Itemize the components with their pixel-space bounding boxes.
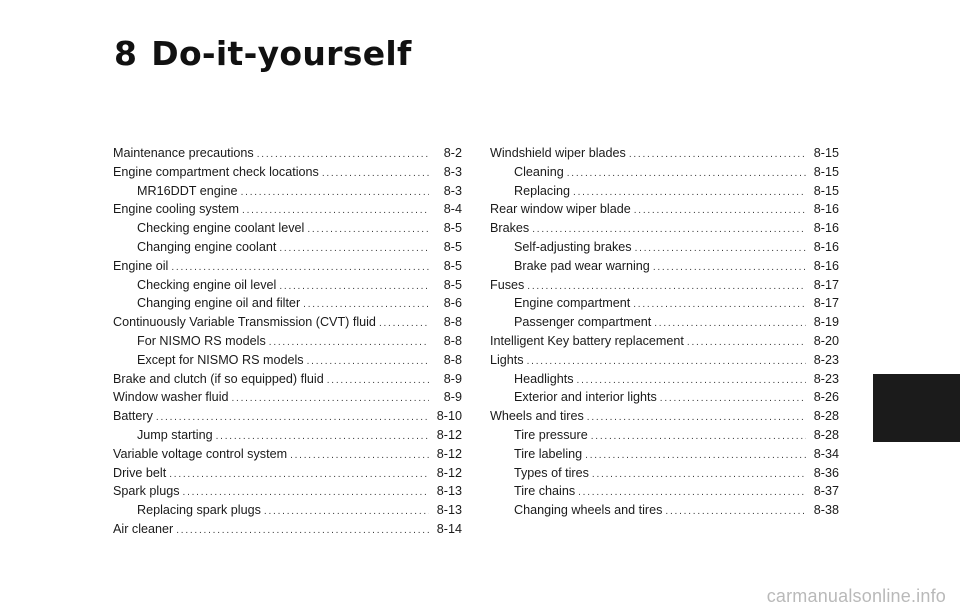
- toc-entry-title: Drive belt: [113, 465, 167, 480]
- toc-entry[interactable]: [113, 182, 462, 201]
- toc-entry[interactable]: [490, 276, 839, 295]
- toc-dot-leader: [591, 428, 806, 445]
- toc-entry-page: 8-9: [443, 390, 462, 405]
- toc-dot-leader: [633, 296, 806, 313]
- toc-dot-leader: [169, 466, 429, 483]
- toc-dot-leader: [635, 240, 806, 257]
- toc-entry[interactable]: [113, 445, 462, 464]
- toc-entry-title: Variable voltage control system: [113, 446, 288, 461]
- toc-entry[interactable]: [113, 388, 462, 407]
- toc-entry[interactable]: [113, 276, 462, 295]
- toc-entry-title: Windshield wiper blades: [490, 146, 626, 160]
- toc-entry-page: 8-4: [443, 202, 462, 217]
- toc-dot-leader: [532, 221, 806, 238]
- toc-entry-title: Replacing: [514, 183, 571, 198]
- toc-entry[interactable]: [490, 219, 839, 238]
- toc-entry-title: Air cleaner: [113, 521, 174, 536]
- toc-entry-title: Checking engine oil level: [137, 277, 277, 292]
- toc-entry-page: 8-5: [443, 239, 462, 254]
- toc-dot-leader: [176, 522, 429, 539]
- toc-dot-leader: [653, 259, 806, 276]
- toc-entry-title: Checking engine coolant level: [137, 221, 305, 236]
- toc-entry-title: For NISMO RS models: [137, 333, 266, 348]
- toc-entry-title: Brake pad wear warning: [514, 258, 650, 273]
- toc-entry[interactable]: [113, 313, 462, 332]
- toc-entry-page: 8-16: [813, 239, 839, 254]
- toc-dot-leader: [307, 353, 429, 370]
- toc-dot-leader: [592, 466, 806, 483]
- toc-entry-title: Changing engine oil and filter: [137, 296, 301, 311]
- toc-entry-title: Tire chains: [514, 484, 576, 499]
- watermark: carmanualsonline.info: [766, 586, 946, 606]
- toc-entry[interactable]: [490, 426, 839, 445]
- toc-entry-title: Engine compartment: [514, 296, 631, 311]
- toc-dot-leader: [264, 503, 429, 520]
- toc-entry[interactable]: [113, 501, 462, 520]
- toc-entry[interactable]: [490, 370, 839, 389]
- chapter-title: [114, 34, 412, 73]
- toc-entry[interactable]: [113, 407, 462, 426]
- toc-entry-title: Cleaning: [514, 164, 564, 179]
- toc-dot-leader: [573, 184, 806, 201]
- toc-dot-leader: [279, 278, 429, 295]
- toc-entry-page: 8-38: [813, 503, 839, 518]
- toc-dot-leader: [303, 296, 429, 313]
- toc-entry[interactable]: [113, 219, 462, 238]
- toc-dot-leader: [242, 202, 429, 219]
- toc-entry-page: 8-23: [813, 371, 839, 386]
- toc-dot-leader: [156, 409, 429, 426]
- toc-entry-title: Engine cooling system: [113, 202, 240, 217]
- toc-entry-page: 8-8: [443, 315, 462, 330]
- toc-entry-page: 8-17: [813, 296, 839, 311]
- toc-dot-leader: [269, 334, 429, 351]
- toc-entry-page: 8-28: [813, 409, 839, 424]
- toc-dot-leader: [527, 353, 806, 370]
- toc-dot-leader: [307, 221, 429, 238]
- toc-entry[interactable]: [490, 388, 839, 407]
- toc-entry[interactable]: [490, 257, 839, 276]
- toc-entry[interactable]: [490, 238, 839, 257]
- toc-entry[interactable]: [490, 351, 839, 370]
- toc-entry-page: 8-8: [443, 333, 462, 348]
- toc-entry[interactable]: [113, 163, 462, 182]
- chapter-number: 8: [114, 34, 138, 73]
- toc-entry[interactable]: [490, 332, 839, 351]
- toc-dot-leader: [279, 240, 429, 257]
- chapter-tab-marker: [873, 374, 960, 442]
- toc-entry-title: Continuously Variable Transmission (CVT) fluid: [113, 315, 376, 330]
- toc-entry-page: 8-12: [436, 465, 462, 480]
- toc-entry-page: 8-26: [813, 390, 839, 405]
- toc-entry[interactable]: [113, 370, 462, 389]
- toc-entry[interactable]: [490, 407, 839, 426]
- toc-dot-leader: [587, 409, 806, 426]
- toc-entry[interactable]: [490, 445, 839, 464]
- toc-entry-title: Except for NISMO RS models: [137, 352, 304, 367]
- toc-entry-title: Maintenance precautions: [113, 146, 254, 160]
- toc-entry-page: 8-5: [443, 221, 462, 236]
- toc-dot-leader: [629, 146, 806, 163]
- toc-dot-leader: [527, 278, 806, 295]
- toc-entry-page: 8-3: [443, 183, 462, 198]
- toc-entry-page: 8-5: [443, 258, 462, 273]
- toc-entry-title: Lights: [490, 352, 524, 367]
- toc-dot-leader: [687, 334, 806, 351]
- toc-dot-leader: [183, 484, 429, 501]
- toc-entry[interactable]: [113, 238, 462, 257]
- toc-entry-title: Rear window wiper blade: [490, 202, 631, 217]
- toc-entry-page: 8-13: [436, 484, 462, 499]
- toc-entry-page: 8-13: [436, 503, 462, 518]
- toc-dot-leader: [322, 165, 429, 182]
- toc-dot-leader: [241, 184, 429, 201]
- toc-entry-page: 8-12: [436, 446, 462, 461]
- toc-entry-page: 8-8: [443, 352, 462, 367]
- toc-entry[interactable]: [113, 520, 462, 539]
- toc-entry-page: 8-5: [443, 277, 462, 292]
- toc-entry[interactable]: [113, 257, 462, 276]
- toc-dot-leader: [567, 165, 806, 182]
- toc-entry-page: 8-23: [813, 352, 839, 367]
- toc-entry-page: 8-9: [443, 371, 462, 386]
- toc-entry-page: 8-28: [813, 427, 839, 442]
- toc-entry-title: Engine compartment check locations: [113, 164, 319, 179]
- toc-entry-title: Window washer fluid: [113, 390, 229, 405]
- toc-entry-title: Types of tires: [514, 465, 589, 480]
- toc-entry[interactable]: [490, 182, 839, 201]
- toc-dot-leader: [577, 372, 806, 389]
- toc-entry-title: Engine oil: [113, 258, 169, 273]
- toc-entry-page: 8-15: [813, 183, 839, 198]
- toc-dot-leader: [257, 146, 429, 163]
- toc-entry-page: 8-2: [443, 146, 462, 160]
- toc-dot-leader: [654, 315, 806, 332]
- toc-right-column: [490, 144, 839, 520]
- toc-entry[interactable]: [113, 332, 462, 351]
- toc-entry-title: Changing engine coolant: [137, 239, 277, 254]
- toc-dot-leader: [585, 447, 806, 464]
- toc-entry-page: 8-10: [436, 409, 462, 424]
- toc-dot-leader: [578, 484, 806, 501]
- toc-entry-title: Battery: [113, 409, 153, 424]
- toc-entry[interactable]: [490, 464, 839, 483]
- chapter-name: Do-it-yourself: [151, 34, 412, 73]
- toc-entry-title: Passenger compartment: [514, 315, 652, 330]
- toc-entry-title: Brakes: [490, 221, 530, 236]
- toc-entry-title: Headlights: [514, 371, 574, 386]
- toc-entry[interactable]: [490, 144, 839, 163]
- toc-entry[interactable]: [490, 501, 839, 520]
- toc-entry[interactable]: [113, 482, 462, 501]
- toc-dot-leader: [327, 372, 429, 389]
- toc-dot-leader: [171, 259, 429, 276]
- toc-entry-title: Self-adjusting brakes: [514, 239, 632, 254]
- toc-entry[interactable]: [113, 294, 462, 313]
- toc-entry-title: Tire pressure: [514, 427, 588, 442]
- toc-dot-leader: [660, 390, 806, 407]
- toc-entry-page: 8-15: [813, 164, 839, 179]
- toc-entry-page: 8-15: [813, 146, 839, 160]
- toc-entry-page: 8-12: [436, 427, 462, 442]
- toc-entry-title: Fuses: [490, 277, 525, 292]
- toc-entry-page: 8-3: [443, 164, 462, 179]
- toc-entry[interactable]: [113, 426, 462, 445]
- toc-entry-title: Jump starting: [137, 427, 213, 442]
- toc-entry-page: 8-36: [813, 465, 839, 480]
- toc-entry-title: MR16DDT engine: [137, 183, 238, 198]
- toc-entry-title: Changing wheels and tires: [514, 503, 663, 518]
- toc-left-column: [113, 144, 462, 539]
- toc-entry[interactable]: [490, 482, 839, 501]
- toc-entry-page: 8-14: [436, 521, 462, 536]
- toc-dot-leader: [216, 428, 429, 445]
- toc-entry-page: 8-16: [813, 221, 839, 236]
- toc-entry[interactable]: [113, 144, 462, 163]
- toc-entry[interactable]: [490, 294, 839, 313]
- toc-dot-leader: [634, 202, 806, 219]
- toc-entry[interactable]: [490, 200, 839, 219]
- toc-entry-title: Wheels and tires: [490, 409, 584, 424]
- toc-entry-page: 8-16: [813, 258, 839, 273]
- toc-entry-page: 8-16: [813, 202, 839, 217]
- toc-entry-page: 8-37: [813, 484, 839, 499]
- toc-entry-page: 8-19: [813, 315, 839, 330]
- toc-entry[interactable]: [113, 200, 462, 219]
- toc-entry-title: Exterior and interior lights: [514, 390, 657, 405]
- toc-entry-page: 8-20: [813, 333, 839, 348]
- toc-dot-leader: [379, 315, 429, 332]
- toc-entry-title: Brake and clutch (if so equipped) fluid: [113, 371, 324, 386]
- toc-entry-title: Spark plugs: [113, 484, 180, 499]
- toc-entry[interactable]: [490, 313, 839, 332]
- toc-entry[interactable]: [490, 163, 839, 182]
- toc-entry-title: Tire labeling: [514, 446, 583, 461]
- toc-entry-title: Replacing spark plugs: [137, 503, 261, 518]
- toc-dot-leader: [665, 503, 806, 520]
- toc-entry-page: 8-6: [443, 296, 462, 311]
- toc-entry[interactable]: [113, 464, 462, 483]
- toc-entry[interactable]: [113, 351, 462, 370]
- toc-entry-title: Intelligent Key battery replacement: [490, 333, 684, 348]
- toc-entry-page: 8-34: [813, 446, 839, 461]
- toc-dot-leader: [232, 390, 430, 407]
- toc-dot-leader: [290, 447, 429, 464]
- toc-entry-page: 8-17: [813, 277, 839, 292]
